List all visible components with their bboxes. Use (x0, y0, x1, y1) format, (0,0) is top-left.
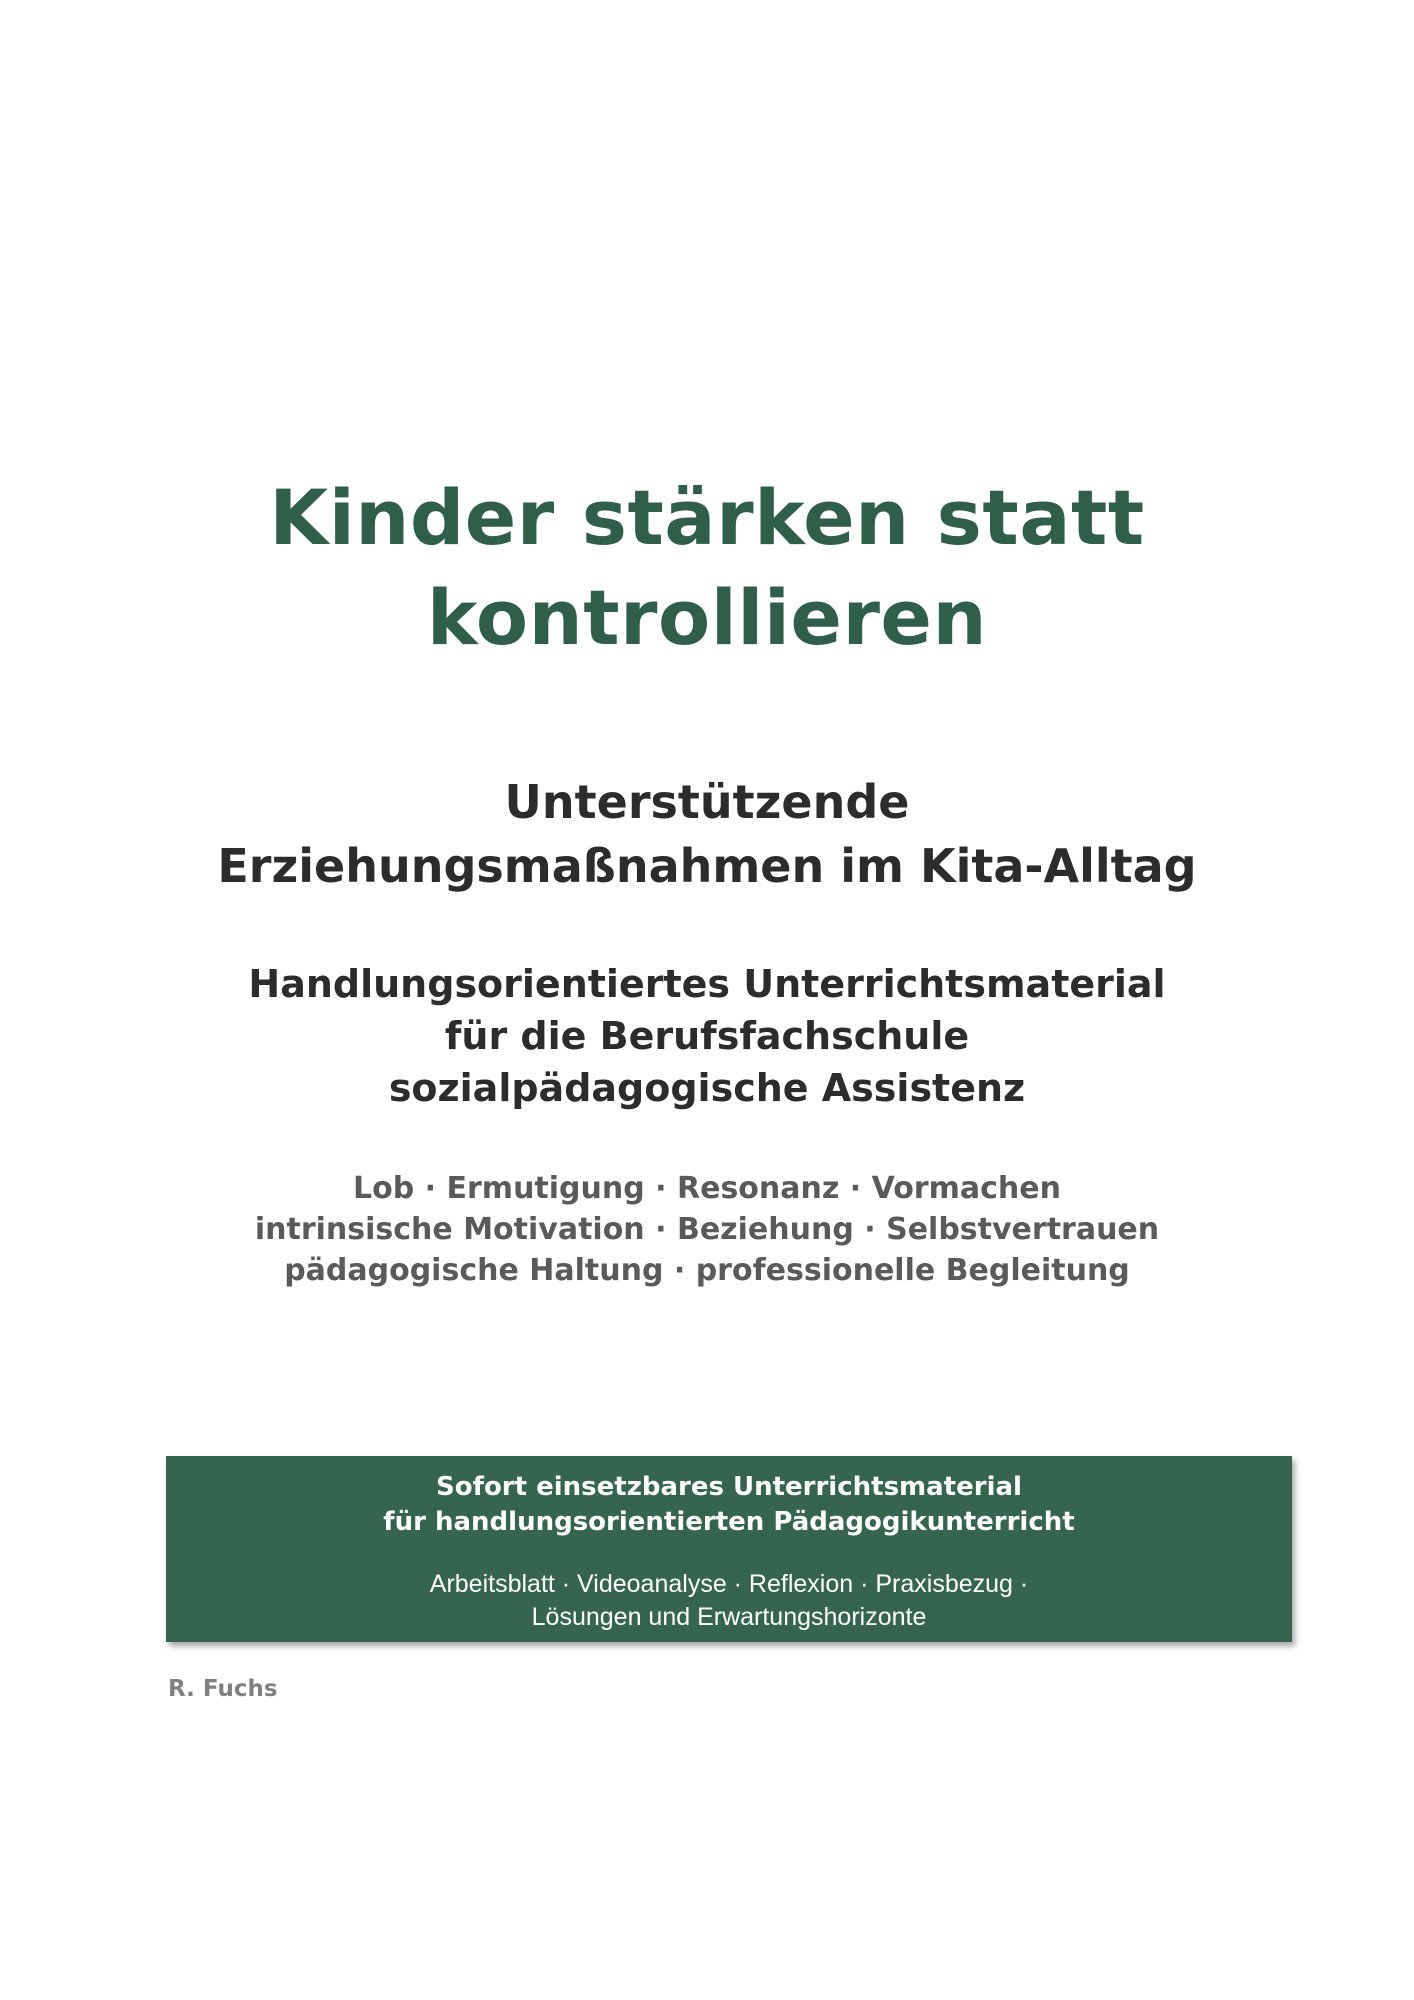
cover-description-line-2: für die Berufsfachschule (444, 1014, 970, 1058)
keywords-line-1: Lob · Ermutigung · Resonanz · Vormachen (353, 1171, 1061, 1206)
keywords-line-3: pädagogische Haltung · professionelle Begleitung (284, 1253, 1130, 1288)
banner-headline-line-2: für handlungsorientierten Pädagogikunterricht (383, 1507, 1075, 1537)
author-name: R. Fuchs (168, 1676, 278, 1702)
cover-subtitle-line-2: Erziehungsmaßnahmen im Kita-Alltag (217, 839, 1197, 893)
cover-title (0, 468, 1414, 668)
banner-topics-line-1: Arbeitsblatt · Videoanalyse · Reflexion · Praxisbezug · (429, 1570, 1029, 1598)
cover-description-line-3: sozialpädagogische Assistenz (388, 1066, 1026, 1110)
banner-headline (166, 1470, 1292, 1540)
cover-title-line-2: kontrollieren (426, 573, 988, 662)
info-banner (166, 1456, 1292, 1642)
cover-title-line-1: Kinder stärken statt (269, 473, 1145, 562)
cover-keywords (0, 1168, 1414, 1291)
cover-description (0, 958, 1414, 1114)
cover-description-line-1: Handlungsorientiertes Unterrichtsmaterial (248, 962, 1166, 1006)
banner-topics-line-2: Lösungen und Erwartungshorizonte (531, 1603, 927, 1631)
banner-headline-line-1: Sofort einsetzbares Unterrichtsmaterial (436, 1472, 1022, 1502)
keywords-line-2: intrinsische Motivation · Beziehung · Selbstvertrauen (254, 1212, 1160, 1247)
cover-subtitle-line-1: Unterstützende (504, 775, 910, 829)
banner-topics (166, 1568, 1292, 1634)
cover-subtitle (0, 770, 1414, 898)
